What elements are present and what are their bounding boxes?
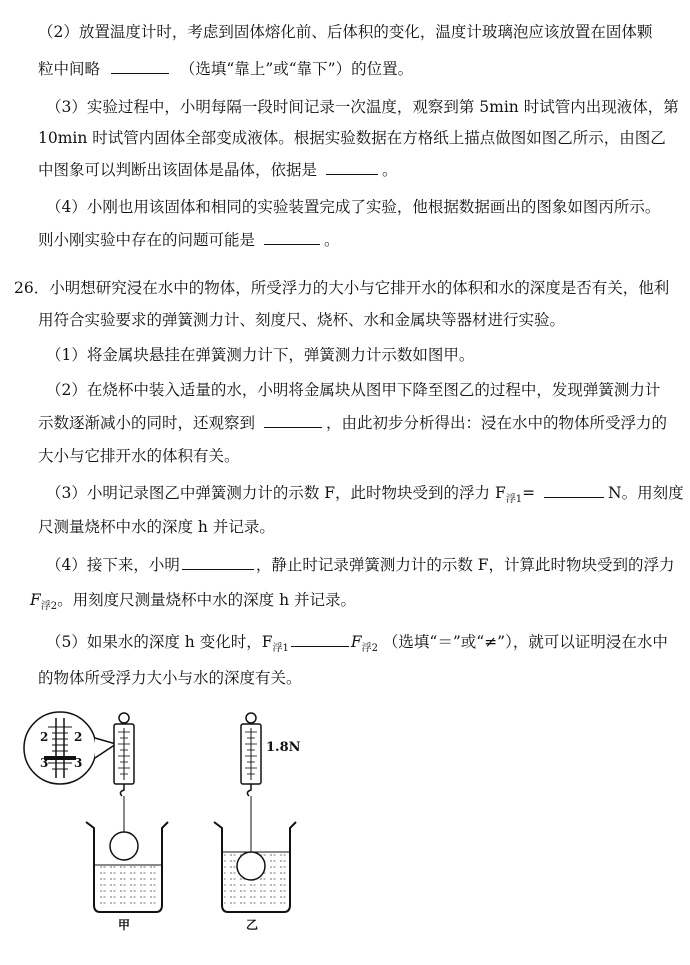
equals: = [522, 484, 536, 502]
subscript: 浮2 [40, 601, 58, 613]
metal-block-submerged [237, 852, 265, 880]
q26-2-line3: 大小与它排开水的体积有关。 [38, 447, 240, 465]
q26-4-line2: 。用刻度尺测量烧杯中水的深度 h 并记录。 [57, 591, 356, 609]
q26-3-line2: 尺测量烧杯中水的深度 h 并记录。 [38, 518, 275, 536]
tick-label-2: 2 [40, 730, 49, 744]
figure-label-yi: 乙 [246, 918, 259, 932]
tick-label-2: 2 [74, 730, 83, 744]
q26-5-line1-end: （选填“＝”或“≠”），就可以证明浸在水中 [382, 633, 668, 651]
q26-4-line1-end: ，静止时记录弹簧测力计的示数 F，计算此时物块受到的浮力 [255, 556, 675, 574]
q2-line1: （2）放置温度计时，考虑到固体熔化前、后体积的变化，温度计玻璃泡应该放置在固体颗 [38, 23, 653, 41]
q4-line2-end: 。 [323, 231, 340, 249]
q26-5-line2: 的物体所受浮力大小与水的深度有关。 [38, 669, 302, 687]
q3-line3-end: 。 [381, 161, 398, 179]
beaker-yi [214, 822, 296, 912]
force-symbol: F [30, 591, 41, 609]
q26-5-line1-start: （5）如果水的深度 h 变化时，F [46, 633, 273, 651]
q26-2-line2-start: 示数逐渐减小的同时，还观察到 [38, 414, 256, 432]
tick-label-3: 3 [40, 756, 49, 770]
spring-scale-jia [110, 713, 138, 860]
q4-line2-start: 则小刚实验中存在的问题可能是 [38, 231, 256, 249]
subscript: 浮1 [272, 643, 289, 655]
q4-line1: （4）小刚也用该固体和相同的实验装置完成了实验，他根据数据画出的图象如图丙所示。 [46, 198, 661, 216]
q26-2-line1: （2）在烧杯中装入适量的水，小明将金属块从图甲下降至图乙的过程中，发现弹簧测力计 [46, 381, 661, 399]
magnifier-callout [24, 712, 116, 784]
q2-line2-start: 粒中间略 [38, 60, 101, 78]
q26-3-line1-end: N。用刻度 [608, 484, 684, 502]
q2-line2-end: （选填“靠上”或“靠下”）的位置。 [179, 60, 414, 78]
metal-block [110, 832, 138, 860]
pointer-indicator [44, 756, 76, 760]
q26-1-line: （1）将金属块悬挂在弹簧测力计下，弹簧测力计示数如图甲。 [46, 346, 475, 364]
q26-3-line1-start: （3）小明记录图乙中弹簧测力计的示数 F，此时物块受到的浮力 F [46, 484, 506, 502]
force-symbol: F [350, 633, 362, 651]
figure-label-jia: 甲 [118, 918, 131, 932]
spring-scale-yi [241, 713, 261, 852]
subscript: 浮2 [361, 643, 378, 655]
tick-label-3: 3 [74, 756, 83, 770]
q3-line3-start: 中图象可以判断出该固体是晶体，依据是 [38, 161, 318, 179]
q3-line1: （3）实验过程中，小明每隔一段时间记录一次温度，观察到第 5min 时试管内出现液体，第 [46, 98, 679, 116]
q26-stem-line1: 26．小明想研究浸在水中的物体，所受浮力的大小与它排开水的体积和水的深度是否有关，他利 [14, 279, 670, 297]
q26-stem-line2: 用符合实验要求的弹簧测力计、刻度尺、烧杯、水和金属块等器材进行实验。 [38, 311, 566, 329]
q3-line2: 10min 时试管内固体全部变成液体。根据实验数据在方格纸上描点做图如图乙所示，由图乙 [38, 129, 666, 147]
q26-4-line1-start: （4）接下来，小明 [46, 556, 180, 574]
scale-reading-yi: 1.8N [266, 740, 301, 755]
subscript: 浮1 [505, 494, 523, 506]
q26-2-line2-end: ，由此初步分析得出：浸在水中的物体所受浮力的 [325, 414, 667, 432]
